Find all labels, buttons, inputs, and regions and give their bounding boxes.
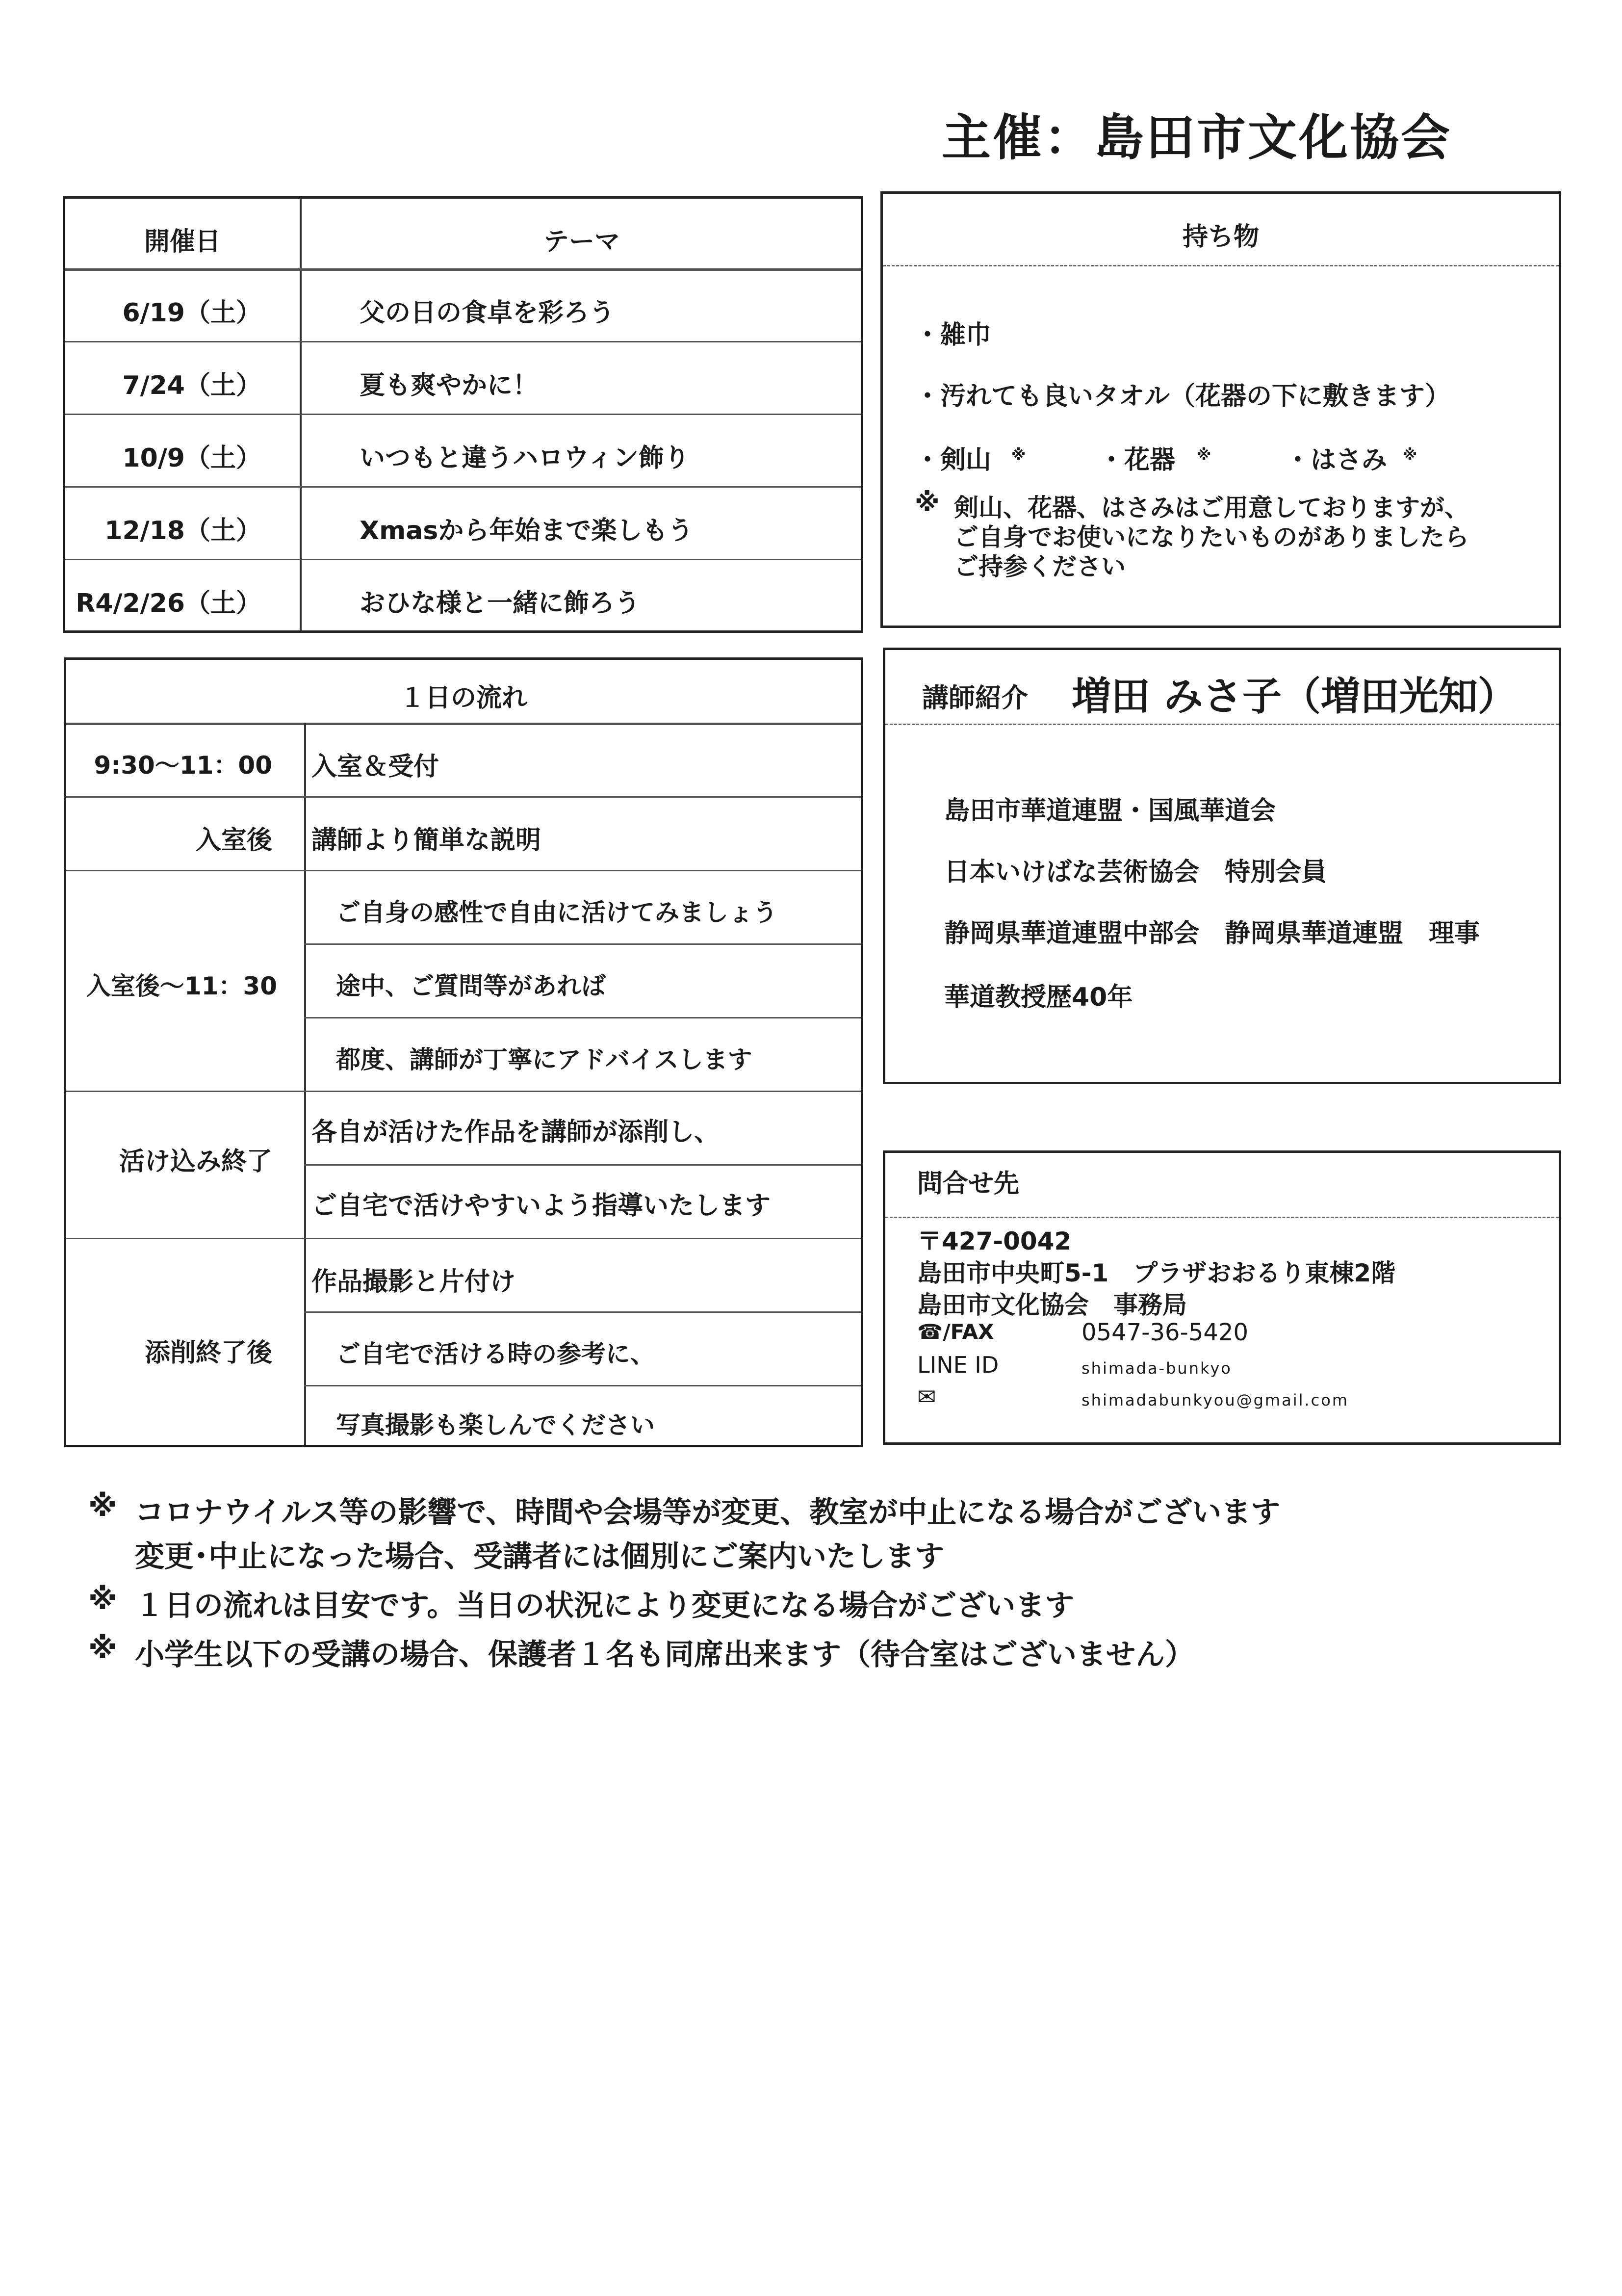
items-line: ・雑巾 <box>915 320 992 350</box>
note-text: １日の流れは目安です。当日の状況により変更になる場合がございます <box>135 1589 1075 1623</box>
flow-desc: 都度、講師が丁寧にアドバイスします <box>336 1045 752 1074</box>
items-mark: ※ <box>1403 446 1417 464</box>
schedule-date: 12/18（土） <box>104 516 261 546</box>
schedule-date: 6/19（土） <box>122 298 261 328</box>
items-hasami: ・はさみ <box>1285 445 1388 475</box>
flow-table <box>64 657 863 1447</box>
items-mark: ※ <box>1197 446 1211 464</box>
instructor-line: 静岡県華道連盟中部会 静岡県華道連盟 理事 <box>944 919 1480 948</box>
flow-desc: 各自が活けた作品を講師が添削し、 <box>311 1118 720 1147</box>
instructor-name: 増田 みさ子（増田光知） <box>1072 674 1517 719</box>
flow-title: １日の流れ <box>399 683 527 713</box>
flow-desc: 作品撮影と片付け <box>311 1267 516 1297</box>
flow-desc: 入室＆受付 <box>311 752 439 782</box>
contact-line-label: LINE ID <box>917 1352 999 1378</box>
flow-time: 入室後 <box>195 826 272 855</box>
schedule-header-theme: テーマ <box>543 227 620 257</box>
schedule-theme: 夏も爽やかに！ <box>360 371 539 400</box>
note-text: 変更･中止になった場合、受講者には個別にご案内いたします <box>135 1539 944 1574</box>
items-kaki: ・花器 <box>1099 445 1176 475</box>
flow-time: 入室後～11：30 <box>86 972 277 1000</box>
schedule-theme: Xmasから年始まで楽しもう <box>360 516 694 546</box>
instructor-label: 講師紹介 <box>922 682 1028 713</box>
contact-box <box>883 1150 1561 1445</box>
instructor-line: 島田市華道連盟・国風華道会 <box>944 796 1276 826</box>
contact-line-id[interactable]: shimada-bunkyo <box>1081 1359 1232 1378</box>
instructor-line: 華道教授歴40年 <box>944 983 1133 1012</box>
schedule-header-date: 開催日 <box>144 227 221 257</box>
note-text: 小学生以下の受講の場合、保護者１名も同席出来ます（待合室はございません） <box>135 1638 1194 1672</box>
items-kenzan: ・剣山 <box>915 445 992 475</box>
mail-icon: ✉ <box>917 1383 936 1410</box>
contact-postal: 〒427-0042 <box>917 1227 1072 1255</box>
instructor-line: 日本いけばな芸術協会 特別会員 <box>944 858 1327 887</box>
schedule-date: 7/24（土） <box>122 371 261 400</box>
flow-time: 添削終了後 <box>144 1338 272 1368</box>
items-title: 持ち物 <box>1182 222 1259 252</box>
schedule-theme: いつもと違うハロウィン飾り <box>360 444 690 473</box>
flow-desc: 途中、ご質問等があれば <box>336 972 606 1000</box>
schedule-date: R4/2/26（土） <box>76 589 261 618</box>
schedule-theme: おひな様と一緒に飾ろう <box>360 589 641 618</box>
contact-title: 問合せ先 <box>917 1169 1020 1199</box>
schedule-theme: 父の日の食卓を彩ろう <box>360 298 615 328</box>
flow-desc: 写真撮影も楽しんでください <box>336 1411 655 1439</box>
items-note-mark: ※ <box>915 488 940 518</box>
organizer-title: 主催：島田市文化協会 <box>942 109 1452 166</box>
items-note: ご持参ください <box>954 552 1126 581</box>
note-mark: ※ <box>88 1489 117 1523</box>
note-mark: ※ <box>88 1582 117 1617</box>
items-box <box>880 191 1561 628</box>
flow-desc: ご自宅で活けやすいよう指導いたします <box>311 1191 771 1221</box>
items-mark: ※ <box>1011 446 1026 464</box>
contact-tel[interactable]: 0547-36-5420 <box>1081 1319 1249 1346</box>
items-line: ・汚れても良いタオル（花器の下に敷きます） <box>915 382 1451 411</box>
flow-desc: 講師より簡単な説明 <box>311 826 541 855</box>
contact-office: 島田市文化協会 事務局 <box>917 1291 1187 1319</box>
note-text: コロナウイルス等の影響で、時間や会場等が変更、教室が中止になる場合がございます <box>135 1495 1281 1530</box>
contact-address: 島田市中央町5-1 プラザおおるり東棟2階 <box>917 1259 1396 1287</box>
items-note: 剣山、花器、はさみはご用意しておりますが、 <box>954 494 1469 522</box>
schedule-date: 10/9（土） <box>122 444 261 473</box>
contact-email[interactable]: shimadabunkyou@gmail.com <box>1081 1391 1349 1409</box>
flow-desc: ご自宅で活ける時の参考に、 <box>336 1340 655 1368</box>
flow-desc: ご自身の感性で自由に活けてみましょう <box>336 898 777 927</box>
flow-time: 活け込み終了 <box>119 1147 272 1176</box>
note-mark: ※ <box>88 1631 117 1666</box>
flow-time: 9:30～11：00 <box>94 751 272 780</box>
phone-fax-icon: ☎/FAX <box>917 1320 994 1344</box>
schedule-table <box>63 196 863 633</box>
instructor-box <box>883 648 1561 1084</box>
items-note: ご自身でお使いになりたいものがありましたら <box>954 523 1469 551</box>
